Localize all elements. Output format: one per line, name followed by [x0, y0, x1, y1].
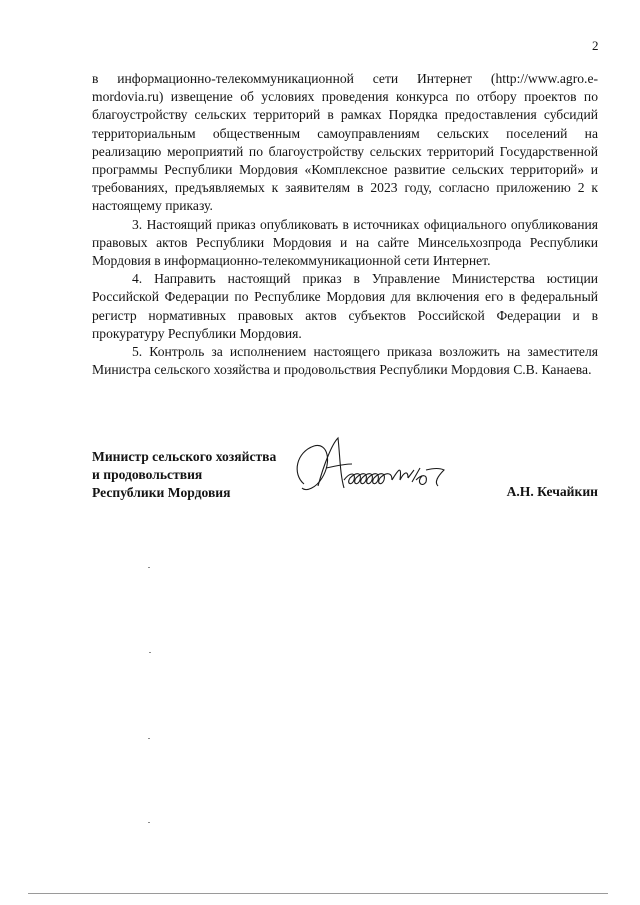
paragraph-item-5: 5. Контроль за исполнением настоящего приказа возложить на заместителя Министра сельского хозяйства и продовольствия Республики Мордовия С.В. Канаева. — [92, 344, 598, 378]
scan-artifact — [148, 822, 150, 823]
scan-artifact — [149, 652, 151, 653]
signatory-name: А.Н. Кечайкин — [506, 484, 598, 499]
scan-artifact — [148, 567, 150, 568]
signatory-position — [92, 448, 276, 502]
paragraph-continuation: в информационно-телекоммуникационной сети Интернет (http://www.agro.e-mordovia.ru) извещение об условиях проведения конкурса по отбору проектов по благоустройству сельских территорий в рамках Порядка предоставления субсидий территориальным общественным самоуправлениям сельских поселений на реализацию мероприятий по благоустройству сельских территорий Государственной программы Республики Мордовия «Комплексное развитие сельских территорий» и требованиях, предъявляемых к заявителям в 2023 году, согласно приложению 2 к настоящему приказу. — [92, 71, 598, 214]
signatory-position-line: Республики Мордовия — [92, 485, 231, 500]
scan-artifact — [148, 738, 150, 739]
handwritten-signature — [288, 434, 458, 502]
signatory-position-line: Министр сельского хозяйства — [92, 449, 277, 464]
scan-bottom-edge — [28, 893, 608, 894]
page-number: 2 — [592, 38, 599, 53]
document-body — [92, 70, 598, 379]
paragraph-item-4: 4. Направить настоящий приказ в Управление Министерства юстиции Российской Федерации по Республике Мордовия для включения его в федеральный регистр нормативных правовых актов субъектов Российской Федерации и в прокуратуру Республики Мордовия. — [92, 271, 598, 341]
signature-block — [92, 448, 598, 508]
paragraph-item-3: 3. Настоящий приказ опубликовать в источниках официального опубликования правовых актов Республики Мордовия и на сайте Минсельхозпрода Республики Мордовия в информационно-телекоммуникационной сети Интернет. — [92, 216, 598, 269]
signatory-position-line: и продовольствия — [92, 467, 203, 482]
